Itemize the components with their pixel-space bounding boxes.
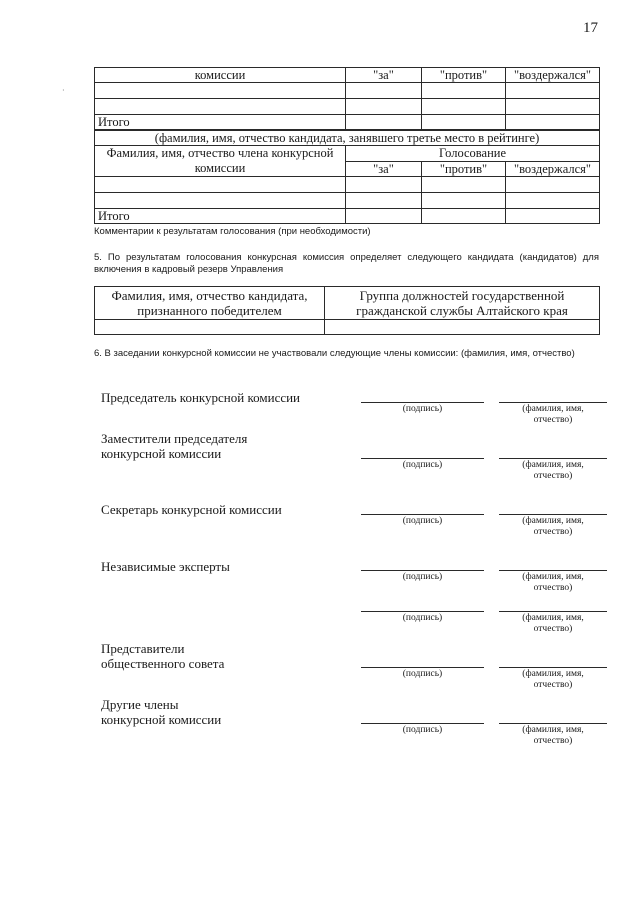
table-cell: [346, 115, 422, 130]
signature-caption: (подпись): [402, 725, 443, 735]
page-number: 17: [583, 20, 598, 36]
member-name-header-line2: комиссии: [194, 161, 246, 175]
section-5-text: 5. По результатам голосования конкурсная комиссия определяет следующего кандидата (кандидатов) для включения в кадровый резерв Управления: [94, 252, 599, 275]
table-row: [95, 146, 600, 162]
name-caption: [499, 725, 607, 747]
table-cell: [506, 115, 600, 130]
signature-caption: (подпись): [402, 669, 443, 679]
position-group-header-line1: Группа должностей государственной: [359, 288, 565, 303]
name-line: [499, 611, 607, 612]
table-row: [95, 287, 600, 320]
section-6-text: 6. В заседании конкурсной комиссии не участвовали следующие члены комиссии: (фамилия, имя, отчество): [94, 348, 575, 359]
table-row: [95, 83, 600, 99]
table-cell: [95, 177, 346, 193]
table-row: [95, 209, 600, 224]
table-row: [95, 99, 600, 115]
table-cell: [346, 99, 422, 115]
table-cell: [346, 193, 422, 209]
table-cell: [422, 115, 506, 130]
other-members-label: [101, 697, 221, 727]
signature-line: [361, 723, 484, 724]
secretary-label: Секретарь конкурсной комиссии: [101, 502, 282, 517]
name-caption: [499, 669, 607, 691]
table-cell: [506, 83, 600, 99]
name-caption-line2: отчество): [533, 583, 573, 593]
table-cell: "против": [422, 68, 506, 83]
signature-caption: (подпись): [402, 613, 443, 623]
table-cell: [325, 320, 600, 335]
member-name-header-line1: Фамилия, имя, отчество члена конкурсной: [106, 146, 334, 160]
public-council-label-line1: Представители: [101, 641, 185, 656]
chairman-label: Председатель конкурсной комиссии: [101, 390, 301, 405]
za-header: "за": [346, 161, 422, 177]
other-members-label-line1: Другие члены: [101, 697, 179, 712]
name-caption: [499, 572, 607, 594]
name-caption: [499, 613, 607, 635]
name-line: [499, 723, 607, 724]
third-place-voting-table: [94, 130, 600, 224]
name-caption: [499, 404, 607, 426]
table-cell: [506, 193, 600, 209]
name-caption: [499, 460, 607, 482]
name-caption-line1: (фамилия, имя,: [522, 404, 584, 414]
table-cell: [346, 209, 422, 224]
reserve-table: [94, 286, 600, 335]
signature-caption: (подпись): [402, 460, 443, 470]
table-cell: [95, 99, 346, 115]
name-caption-line2: отчество): [533, 415, 573, 425]
third-place-caption: (фамилия, имя, отчество кандидата, занявшего третье место в рейтинге): [95, 131, 600, 146]
table-cell: "воздержался": [506, 68, 600, 83]
table-cell: [95, 320, 325, 335]
winner-name-header-line1: Фамилия, имя, отчество кандидата,: [111, 288, 308, 303]
signature-line: [361, 514, 484, 515]
experts-label: Независимые эксперты: [101, 559, 230, 574]
total-label: Итого: [95, 209, 346, 224]
deputies-label: [101, 431, 247, 461]
name-caption-line1: (фамилия, имя,: [522, 516, 584, 526]
signature-line: [361, 458, 484, 459]
table-row: [95, 115, 600, 130]
name-caption-line1: (фамилия, имя,: [522, 572, 584, 582]
table-cell: [506, 209, 600, 224]
member-name-header: [95, 146, 346, 177]
winner-name-header: [95, 287, 325, 320]
name-caption-line2: отчество): [533, 680, 573, 690]
position-group-header-line2: гражданской службы Алтайского края: [356, 303, 568, 318]
table-cell: [95, 83, 346, 99]
table-cell: [346, 177, 422, 193]
table-cell: [422, 177, 506, 193]
vozd-header: "воздержался": [506, 161, 600, 177]
public-council-label: [101, 641, 224, 671]
table-cell: [346, 83, 422, 99]
table-row: [95, 193, 600, 209]
table-row: [95, 320, 600, 335]
table-row: [95, 68, 600, 83]
deputies-label-line2: конкурсной комиссии: [101, 446, 222, 461]
signature-caption: (подпись): [402, 516, 443, 526]
table-cell: [422, 193, 506, 209]
vote-header: Голосование: [346, 146, 600, 162]
voting-table-continued: [94, 67, 600, 130]
name-caption-line1: (фамилия, имя,: [522, 613, 584, 623]
name-caption-line2: отчество): [533, 471, 573, 481]
protiv-header: "против": [422, 161, 506, 177]
table-cell: [506, 177, 600, 193]
name-line: [499, 458, 607, 459]
name-caption: [499, 516, 607, 538]
table-cell: [95, 193, 346, 209]
comments-label: Комментарии к результатам голосования (при необходимости): [94, 226, 371, 237]
table-cell: комиссии: [95, 68, 346, 83]
deputies-label-line1: Заместители председателя: [101, 431, 248, 446]
name-caption-line1: (фамилия, имя,: [522, 669, 584, 679]
signature-caption: (подпись): [402, 404, 443, 414]
winner-name-header-line2: признанного победителем: [137, 303, 282, 318]
name-line: [499, 514, 607, 515]
signature-caption: (подпись): [402, 572, 443, 582]
other-members-label-line2: конкурсной комиссии: [101, 712, 222, 727]
position-group-header: [325, 287, 600, 320]
total-label: Итого: [95, 115, 346, 130]
table-row: [95, 177, 600, 193]
signature-line: [361, 402, 484, 403]
name-line: [499, 667, 607, 668]
name-caption-line2: отчество): [533, 736, 573, 746]
name-caption-line2: отчество): [533, 624, 573, 634]
name-line: [499, 402, 607, 403]
table-cell: [422, 83, 506, 99]
signature-line: [361, 667, 484, 668]
table-cell: [422, 209, 506, 224]
table-row: [95, 131, 600, 146]
table-cell: "за": [346, 68, 422, 83]
signature-line: [361, 611, 484, 612]
scan-dot: ·: [62, 86, 65, 95]
name-line: [499, 570, 607, 571]
public-council-label-line2: общественного совета: [101, 656, 225, 671]
name-caption-line1: (фамилия, имя,: [522, 725, 584, 735]
table-cell: [506, 99, 600, 115]
table-cell: [422, 99, 506, 115]
signature-line: [361, 570, 484, 571]
name-caption-line2: отчество): [533, 527, 573, 537]
name-caption-line1: (фамилия, имя,: [522, 460, 584, 470]
